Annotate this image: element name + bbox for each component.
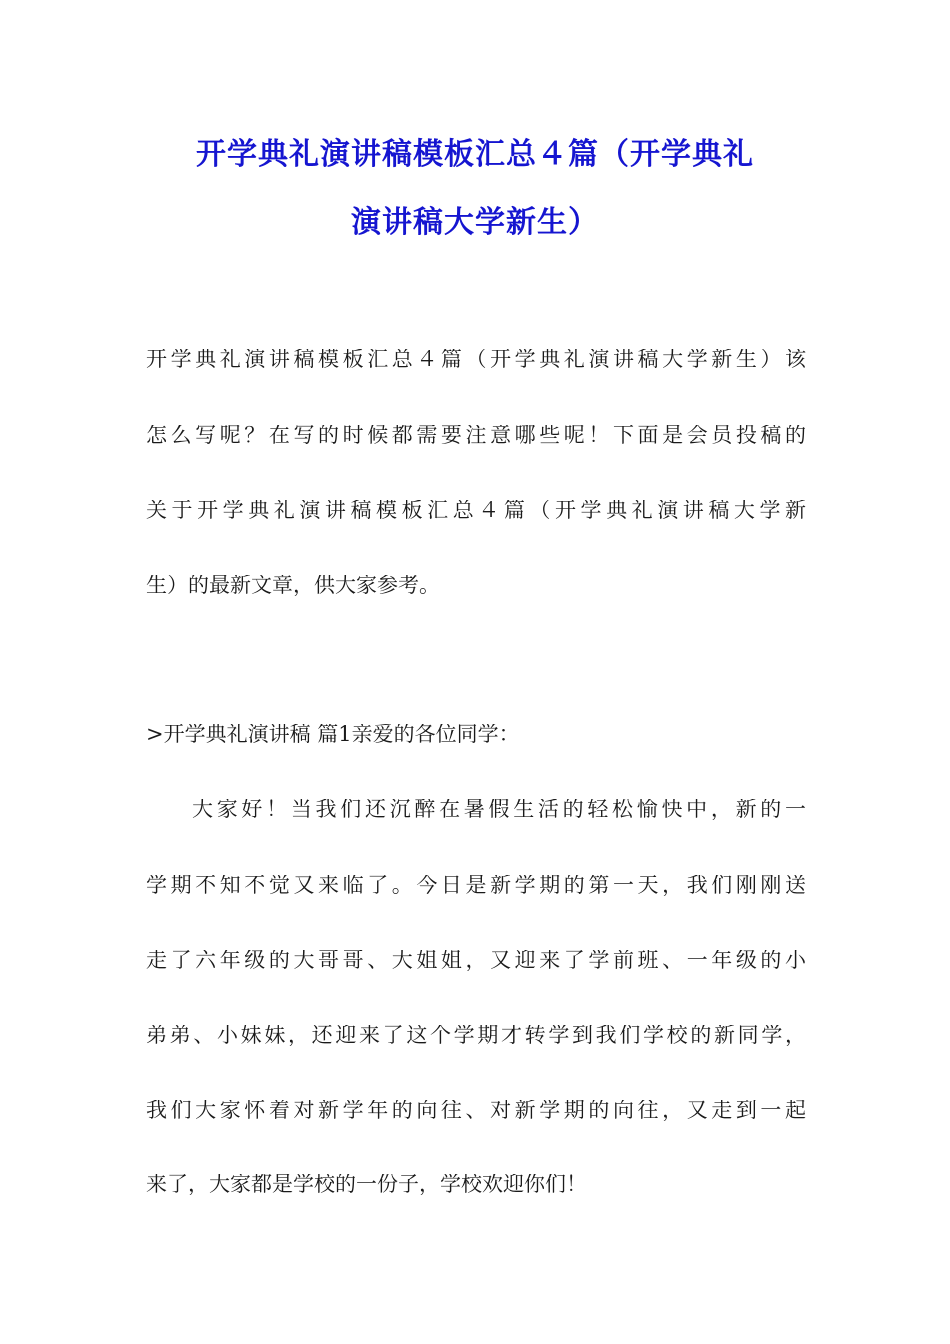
document-title-line-2: 演讲稿大学新生） [351, 205, 599, 240]
body-line-6: 来了，大家都是学校的一份子，学校欢迎你们！ [146, 1174, 587, 1195]
document-title-line-1: 开学典礼演讲稿模板汇总４篇（开学典礼 [196, 137, 754, 172]
intro-line-2: 怎么写呢？在写的时候都需要注意哪些呢！下面是会员投稿的 [146, 425, 806, 446]
body-line-4: 弟弟、小妹妹，还迎来了这个学期才转学到我们学校的新同学， [146, 1025, 806, 1046]
intro-line-1: 开学典礼演讲稿模板汇总４篇（开学典礼演讲稿大学新生）该 [146, 349, 806, 370]
section-heading: >开学典礼演讲稿 篇1亲爱的各位同学： [146, 724, 520, 745]
body-line-5: 我们大家怀着对新学年的向往、对新学期的向往，又走到一起 [146, 1100, 806, 1121]
intro-line-3: 关于开学典礼演讲稿模板汇总４篇（开学典礼演讲稿大学新 [146, 500, 806, 521]
body-line-2: 学期不知不觉又来临了。今日是新学期的第一天，我们刚刚送 [146, 875, 806, 896]
body-line-3: 走了六年级的大哥哥、大姐姐，又迎来了学前班、一年级的小 [146, 950, 806, 971]
intro-line-4: 生）的最新文章，供大家参考。 [146, 575, 440, 596]
body-line-1: 大家好！当我们还沉醉在暑假生活的轻松愉快中，新的一 [192, 799, 806, 820]
